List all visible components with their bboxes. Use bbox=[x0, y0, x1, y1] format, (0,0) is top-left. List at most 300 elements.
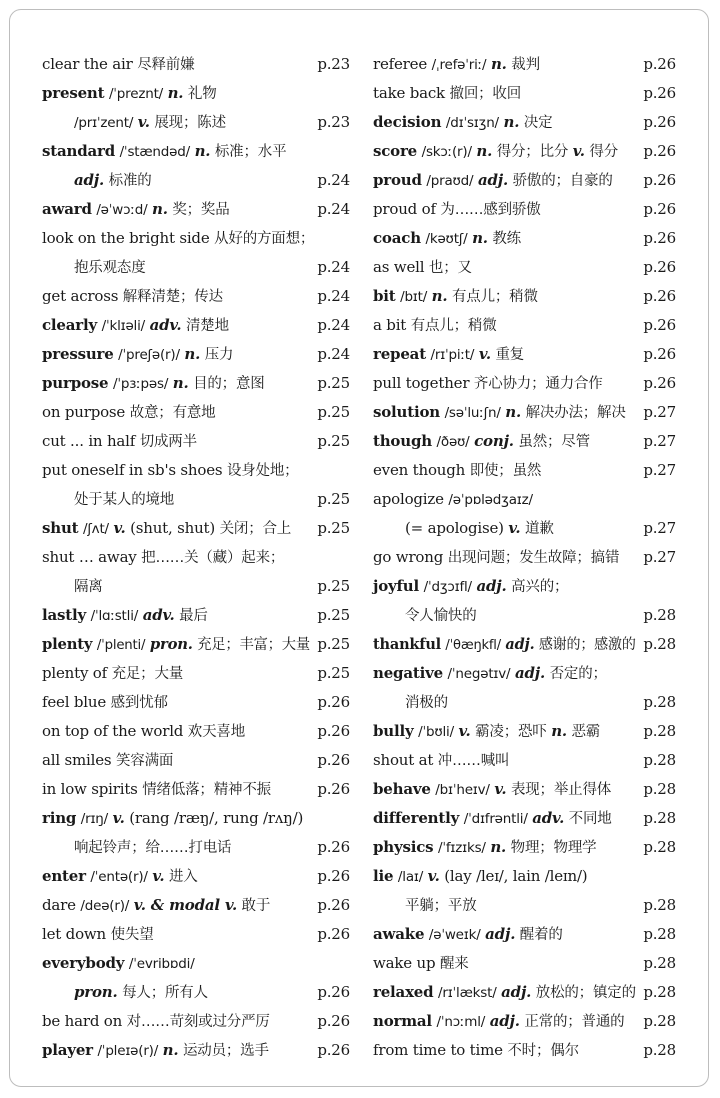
entry-text bbox=[373, 1007, 624, 1037]
page-ref: p.24 bbox=[317, 287, 350, 305]
page-ref: p.26 bbox=[317, 693, 350, 711]
entry-text bbox=[42, 137, 286, 167]
definition-zh: 虽然；尽管 bbox=[518, 434, 590, 450]
headword: plenty of bbox=[42, 664, 107, 682]
entry-text bbox=[373, 1036, 579, 1066]
vocab-entry bbox=[373, 137, 676, 166]
headword: awake bbox=[373, 925, 425, 943]
vocab-entry bbox=[373, 601, 676, 630]
vocab-entry bbox=[42, 427, 350, 456]
definition-zh: 得分 bbox=[589, 144, 618, 160]
page-ref: p.26 bbox=[643, 229, 676, 247]
headword: physics bbox=[373, 838, 434, 856]
entry-text bbox=[373, 282, 538, 312]
vocab-entry bbox=[42, 166, 350, 195]
page-ref: p.25 bbox=[317, 432, 350, 450]
phonetic: /ˈpɜːpəs/ bbox=[112, 376, 169, 392]
phonetic: /laɪ/ bbox=[397, 869, 424, 885]
page-ref: p.28 bbox=[643, 896, 676, 914]
definition-zh: 否定的； bbox=[549, 666, 607, 682]
phonetic: /ˈpleɪə(r)/ bbox=[97, 1043, 159, 1059]
headword: lastly bbox=[42, 606, 87, 624]
headword: clearly bbox=[42, 316, 98, 334]
definition-zh: 为……感到骄傲 bbox=[440, 202, 541, 218]
page-ref: p.26 bbox=[643, 345, 676, 363]
part-of-speech: adv. bbox=[149, 316, 182, 334]
headword: pull together bbox=[373, 374, 470, 392]
page-ref: p.27 bbox=[643, 432, 676, 450]
vocab-entry bbox=[373, 456, 676, 485]
entry-text bbox=[373, 79, 521, 109]
part-of-speech: n. bbox=[476, 142, 493, 160]
part-of-speech: n. bbox=[167, 84, 184, 102]
entry-text bbox=[42, 978, 208, 1008]
headword: player bbox=[42, 1041, 93, 1059]
headword: go wrong bbox=[373, 548, 444, 566]
vocab-entry bbox=[42, 456, 350, 485]
phonetic: /bɪˈheɪv/ bbox=[435, 782, 490, 798]
part-of-speech: v. bbox=[572, 142, 585, 160]
part-of-speech: v. bbox=[152, 867, 165, 885]
phonetic: /ˈstændəd/ bbox=[119, 144, 190, 160]
headword: even though bbox=[373, 461, 466, 479]
definition-zh: 裁判 bbox=[511, 57, 540, 73]
vocab-entry bbox=[373, 920, 676, 949]
definition-zh: 奖；奖品 bbox=[172, 202, 230, 218]
phonetic: /kəʊtʃ/ bbox=[425, 231, 468, 247]
phonetic: /ˈnɔːml/ bbox=[436, 1014, 486, 1030]
phonetic: /ˈpreʃə(r)/ bbox=[118, 347, 180, 363]
vocab-entry bbox=[373, 746, 676, 775]
entry-text bbox=[373, 166, 613, 196]
definition-zh: 标准的 bbox=[108, 173, 152, 189]
definition-zh: 撤回；收回 bbox=[449, 86, 522, 102]
headword: a bit bbox=[373, 316, 407, 334]
definition-zh: 冲……喊叫 bbox=[437, 753, 510, 769]
page-ref: p.28 bbox=[643, 751, 676, 769]
entry-text bbox=[373, 50, 540, 80]
headword: bit bbox=[373, 287, 396, 305]
headword: repeat bbox=[373, 345, 426, 363]
vocab-entry bbox=[42, 630, 350, 659]
definition-zh: 高兴的； bbox=[511, 579, 569, 595]
definition-zh: 抱乐观态度 bbox=[74, 260, 146, 276]
page-ref: p.26 bbox=[317, 722, 350, 740]
headword: score bbox=[373, 142, 418, 160]
vocab-entry bbox=[42, 833, 350, 862]
page-ref: p.27 bbox=[643, 519, 676, 537]
phonetic: /deə(r)/ bbox=[80, 898, 130, 914]
definition-zh: 把……关（藏）起来； bbox=[141, 550, 285, 566]
part-of-speech: adj. bbox=[74, 171, 105, 189]
entry-text bbox=[42, 630, 310, 660]
page-ref: p.28 bbox=[643, 635, 676, 653]
vocab-entry bbox=[42, 659, 350, 688]
vocab-entry bbox=[42, 79, 350, 108]
phonetic: /dɪˈsɪʒn/ bbox=[445, 115, 499, 131]
headword: apologize bbox=[373, 490, 444, 508]
vocab-entry bbox=[42, 224, 350, 253]
page-ref: p.26 bbox=[643, 84, 676, 102]
vocab-entry bbox=[42, 717, 350, 746]
phonetic: /ˈevribɒdi/ bbox=[128, 956, 195, 972]
part-of-speech: conj. bbox=[474, 432, 514, 450]
phonetic: /ˈklɪəli/ bbox=[101, 318, 145, 334]
headword: lie bbox=[373, 867, 394, 885]
page-ref: p.27 bbox=[643, 403, 676, 421]
vocab-entry bbox=[42, 688, 350, 717]
part-of-speech: n. bbox=[505, 403, 521, 421]
page-ref: p.25 bbox=[317, 664, 350, 682]
headword: decision bbox=[373, 113, 442, 131]
headword: on purpose bbox=[42, 403, 126, 421]
headword: thankful bbox=[373, 635, 441, 653]
definition-zh: 不时；偶尔 bbox=[507, 1043, 579, 1059]
phonetic: /ˌrefəˈriː/ bbox=[431, 57, 487, 73]
page-ref: p.28 bbox=[643, 693, 676, 711]
definition-zh: 隔离 bbox=[74, 579, 103, 595]
vocab-entry bbox=[373, 340, 676, 369]
phonetic: /ˈdʒɔɪfl/ bbox=[423, 579, 472, 595]
vocab-entry bbox=[373, 688, 676, 717]
entry-text bbox=[373, 717, 600, 747]
entry-text bbox=[42, 311, 229, 341]
definition-zh: 得分；比分 bbox=[496, 144, 569, 160]
entry-text bbox=[373, 108, 552, 138]
entry-text bbox=[373, 543, 619, 573]
vocab-entry bbox=[42, 137, 350, 166]
headword: referee bbox=[373, 55, 428, 73]
entry-text bbox=[42, 1036, 269, 1066]
headword: dare bbox=[42, 896, 76, 914]
definition-zh: 礼物 bbox=[187, 86, 217, 102]
entry-text bbox=[373, 891, 477, 921]
page-ref: p.26 bbox=[643, 171, 676, 189]
part-of-speech: n. bbox=[472, 229, 488, 247]
variant-forms: (rang /ræŋ/, rung /rʌŋ/) bbox=[129, 809, 304, 827]
part-of-speech: adj. bbox=[514, 664, 546, 682]
vocab-entry bbox=[42, 949, 350, 978]
page-ref: p.28 bbox=[643, 722, 676, 740]
vocab-column-right bbox=[373, 50, 676, 1065]
entry-text bbox=[373, 514, 554, 544]
page-ref: p.24 bbox=[317, 258, 350, 276]
headword: proud of bbox=[373, 200, 436, 218]
vocab-entry bbox=[42, 775, 350, 804]
part-of-speech: n. bbox=[172, 374, 189, 392]
headword: clear the air bbox=[42, 55, 133, 73]
entry-text bbox=[42, 775, 271, 805]
headword: cut ... in half bbox=[42, 432, 136, 450]
page-ref: p.25 bbox=[317, 374, 350, 392]
page-ref: p.28 bbox=[643, 838, 676, 856]
definition-zh: 敢于 bbox=[241, 898, 271, 914]
entry-text bbox=[373, 427, 590, 457]
page-ref: p.23 bbox=[317, 113, 350, 131]
vocab-entry bbox=[373, 485, 676, 514]
entry-text bbox=[42, 340, 233, 370]
vocab-entry bbox=[42, 978, 350, 1007]
vocab-entry bbox=[42, 398, 350, 427]
headword: put oneself in sb's shoes bbox=[42, 461, 223, 479]
vocab-entry bbox=[373, 1007, 676, 1036]
definition-zh: 目的；意图 bbox=[193, 376, 265, 392]
entry-text bbox=[42, 224, 314, 254]
vocab-entry bbox=[42, 282, 350, 311]
entry-text bbox=[42, 485, 174, 515]
entry-text bbox=[373, 572, 568, 602]
definition-zh: 正常的；普通的 bbox=[524, 1014, 625, 1030]
page-ref: p.25 bbox=[317, 519, 350, 537]
page-ref: p.26 bbox=[317, 1012, 350, 1030]
variant-forms: (lay /leɪ/, lain /leɪn/) bbox=[444, 867, 588, 885]
definition-zh: 也；又 bbox=[428, 260, 472, 276]
phonetic: /rɪŋ/ bbox=[80, 811, 109, 827]
phonetic: /ˈbʊli/ bbox=[418, 724, 454, 740]
vocab-entry bbox=[42, 485, 350, 514]
page-ref: p.25 bbox=[317, 577, 350, 595]
headword: everybody bbox=[42, 954, 125, 972]
vocab-entry bbox=[373, 108, 676, 137]
part-of-speech: v. bbox=[427, 867, 440, 885]
headword: shut … away bbox=[42, 548, 137, 566]
definition-zh: 运动员；选手 bbox=[182, 1043, 269, 1059]
vocab-entry bbox=[373, 398, 676, 427]
phonetic: /ʃʌt/ bbox=[82, 521, 109, 537]
vocab-entry bbox=[42, 891, 350, 920]
headword: be hard on bbox=[42, 1012, 123, 1030]
phonetic: /əˈweɪk/ bbox=[428, 927, 481, 943]
entry-text bbox=[373, 949, 469, 979]
part-of-speech: adv. bbox=[532, 809, 565, 827]
page-ref: p.26 bbox=[317, 751, 350, 769]
vocab-column-left bbox=[42, 50, 350, 1065]
definition-zh: 齐心协力；通力合作 bbox=[473, 376, 603, 392]
entry-text bbox=[42, 891, 270, 921]
vocab-entry bbox=[42, 195, 350, 224]
definition-zh: 即使；虽然 bbox=[469, 463, 542, 479]
entry-text bbox=[42, 543, 284, 573]
entry-text bbox=[373, 833, 596, 863]
page-ref: p.26 bbox=[317, 896, 350, 914]
entry-text bbox=[42, 659, 183, 689]
page-ref: p.23 bbox=[317, 55, 350, 73]
vocab-entry bbox=[373, 253, 676, 282]
page-ref: p.26 bbox=[317, 867, 350, 885]
variant-forms: (shut, shut) bbox=[130, 519, 216, 537]
entry-text bbox=[42, 920, 154, 950]
vocab-entry bbox=[42, 543, 350, 572]
definition-zh: 切成两半 bbox=[139, 434, 197, 450]
definition-zh: 平躺；平放 bbox=[405, 898, 477, 914]
phonetic: /ˈplenti/ bbox=[96, 637, 146, 653]
entry-text bbox=[373, 659, 607, 689]
definition-zh: 消极的 bbox=[405, 695, 448, 711]
vocab-entry bbox=[373, 369, 676, 398]
part-of-speech: v. bbox=[458, 722, 471, 740]
entry-text bbox=[373, 369, 603, 399]
entry-text bbox=[373, 195, 541, 225]
headword: relaxed bbox=[373, 983, 434, 1001]
part-of-speech: adj. bbox=[501, 983, 532, 1001]
page-ref: p.28 bbox=[643, 1041, 676, 1059]
variant-forms: (= apologise) bbox=[405, 519, 504, 537]
headword: on top of the world bbox=[42, 722, 184, 740]
headword: in low spirits bbox=[42, 780, 138, 798]
entry-text bbox=[42, 717, 245, 747]
part-of-speech: n. bbox=[551, 722, 567, 740]
headword: purpose bbox=[42, 374, 109, 392]
entry-text bbox=[42, 456, 298, 486]
headword: standard bbox=[42, 142, 115, 160]
entry-text bbox=[42, 1007, 270, 1037]
entry-text bbox=[42, 369, 265, 399]
definition-zh: 解释清楚；传达 bbox=[122, 289, 223, 305]
entry-text bbox=[42, 282, 223, 312]
page-ref: p.25 bbox=[317, 606, 350, 624]
definition-zh: 对……苛刻或过分严厉 bbox=[126, 1014, 270, 1030]
part-of-speech: adj. bbox=[489, 1012, 520, 1030]
definition-zh: 决定 bbox=[523, 115, 553, 131]
part-of-speech: v. & modal v. bbox=[133, 896, 237, 914]
entry-text bbox=[373, 775, 611, 805]
part-of-speech: n. bbox=[503, 113, 520, 131]
entry-text bbox=[42, 427, 197, 457]
vocab-entry bbox=[42, 572, 350, 601]
phonetic: /əˈwɔːd/ bbox=[96, 202, 148, 218]
vocab-entry bbox=[373, 862, 676, 891]
definition-zh: 重复 bbox=[495, 347, 525, 363]
page-ref: p.26 bbox=[317, 780, 350, 798]
definition-zh: 充足；大量 bbox=[111, 666, 184, 682]
definition-zh: 醒来 bbox=[439, 956, 469, 972]
page-ref: p.26 bbox=[317, 1041, 350, 1059]
vocab-entry bbox=[42, 253, 350, 282]
page-ref: p.26 bbox=[643, 142, 676, 160]
headword: wake up bbox=[373, 954, 436, 972]
vocab-entry bbox=[42, 920, 350, 949]
vocab-entry bbox=[373, 195, 676, 224]
definition-zh: 处于某人的境地 bbox=[74, 492, 175, 508]
page-ref: p.26 bbox=[317, 925, 350, 943]
page-ref: p.26 bbox=[643, 55, 676, 73]
vocab-entry bbox=[373, 50, 676, 79]
headword: shout at bbox=[373, 751, 434, 769]
entry-text bbox=[373, 340, 524, 370]
part-of-speech: v. bbox=[494, 780, 507, 798]
vocab-entry bbox=[42, 804, 350, 833]
entry-text bbox=[373, 224, 521, 254]
phonetic: /səˈluːʃn/ bbox=[444, 405, 501, 421]
part-of-speech: n. bbox=[490, 838, 507, 856]
page-ref: p.28 bbox=[643, 954, 676, 972]
part-of-speech: adj. bbox=[485, 925, 516, 943]
page-ref: p.24 bbox=[317, 316, 350, 334]
page-ref: p.26 bbox=[317, 838, 350, 856]
headword: take back bbox=[373, 84, 445, 102]
entry-text bbox=[42, 949, 195, 979]
entry-text bbox=[373, 311, 497, 341]
page-ref: p.26 bbox=[317, 983, 350, 1001]
vocab-entry bbox=[42, 340, 350, 369]
part-of-speech: v. bbox=[113, 519, 126, 537]
vocab-entry bbox=[373, 775, 676, 804]
vocab-entry bbox=[373, 630, 676, 659]
definition-zh: 情绪低落；精神不振 bbox=[142, 782, 271, 798]
definition-zh: 霸凌；恐吓 bbox=[475, 724, 547, 740]
vocab-entry bbox=[373, 978, 676, 1007]
definition-zh: 有点儿；稍微 bbox=[451, 289, 538, 305]
entry-text bbox=[373, 978, 636, 1008]
definition-zh: 故意；有意地 bbox=[129, 405, 216, 421]
part-of-speech: adj. bbox=[505, 635, 535, 653]
page-ref: p.28 bbox=[643, 925, 676, 943]
phonetic: /ˈfɪzɪks/ bbox=[438, 840, 486, 856]
vocab-entry bbox=[42, 50, 350, 79]
headword: behave bbox=[373, 780, 431, 798]
page-ref: p.27 bbox=[643, 548, 676, 566]
page-ref: p.28 bbox=[643, 983, 676, 1001]
page-ref: p.28 bbox=[643, 780, 676, 798]
part-of-speech: n. bbox=[152, 200, 168, 218]
entry-text bbox=[42, 398, 216, 428]
vocab-entry bbox=[373, 543, 676, 572]
vocab-entry bbox=[373, 224, 676, 253]
vocab-entry bbox=[373, 833, 676, 862]
page-ref: p.24 bbox=[317, 345, 350, 363]
phonetic: /ˈpreznt/ bbox=[108, 86, 164, 102]
definition-zh: 不同地 bbox=[568, 811, 612, 827]
page-ref: p.26 bbox=[643, 258, 676, 276]
definition-zh: 使失望 bbox=[110, 927, 154, 943]
definition-zh: 充足；丰富；大量 bbox=[197, 637, 310, 653]
phonetic: /əˈpɒlədʒaɪz/ bbox=[448, 492, 533, 508]
phonetic: /ˈdɪfrəntli/ bbox=[463, 811, 528, 827]
entry-text bbox=[42, 746, 173, 776]
headword: negative bbox=[373, 664, 443, 682]
definition-zh: 教练 bbox=[492, 231, 521, 247]
part-of-speech: v. bbox=[112, 809, 125, 827]
definition-zh: 标准；水平 bbox=[214, 144, 287, 160]
vocab-entry bbox=[42, 108, 350, 137]
entry-text bbox=[42, 572, 103, 602]
vocab-entry bbox=[373, 717, 676, 746]
phonetic: /rɪˈpiːt/ bbox=[430, 347, 475, 363]
part-of-speech: adv. bbox=[142, 606, 175, 624]
headword: enter bbox=[42, 867, 86, 885]
vocab-entry bbox=[42, 514, 350, 543]
entry-text bbox=[373, 398, 626, 428]
entry-text bbox=[42, 166, 152, 196]
page-ref: p.28 bbox=[643, 809, 676, 827]
headword: get across bbox=[42, 287, 119, 305]
part-of-speech: pron. bbox=[74, 983, 118, 1001]
headword: coach bbox=[373, 229, 421, 247]
headword: proud bbox=[373, 171, 422, 189]
vocab-entry bbox=[373, 804, 676, 833]
page-ref: p.26 bbox=[643, 287, 676, 305]
entry-text bbox=[373, 137, 618, 167]
vocab-entry bbox=[42, 746, 350, 775]
page-ref: p.25 bbox=[317, 403, 350, 421]
definition-zh: 物理；物理学 bbox=[510, 840, 597, 856]
page-ref: p.28 bbox=[643, 606, 676, 624]
definition-zh: 有点儿；稍微 bbox=[410, 318, 497, 334]
entry-text bbox=[42, 253, 146, 283]
definition-zh: 响起铃声；给……打电话 bbox=[74, 840, 232, 856]
vocab-entry bbox=[373, 166, 676, 195]
headword: feel blue bbox=[42, 693, 107, 711]
